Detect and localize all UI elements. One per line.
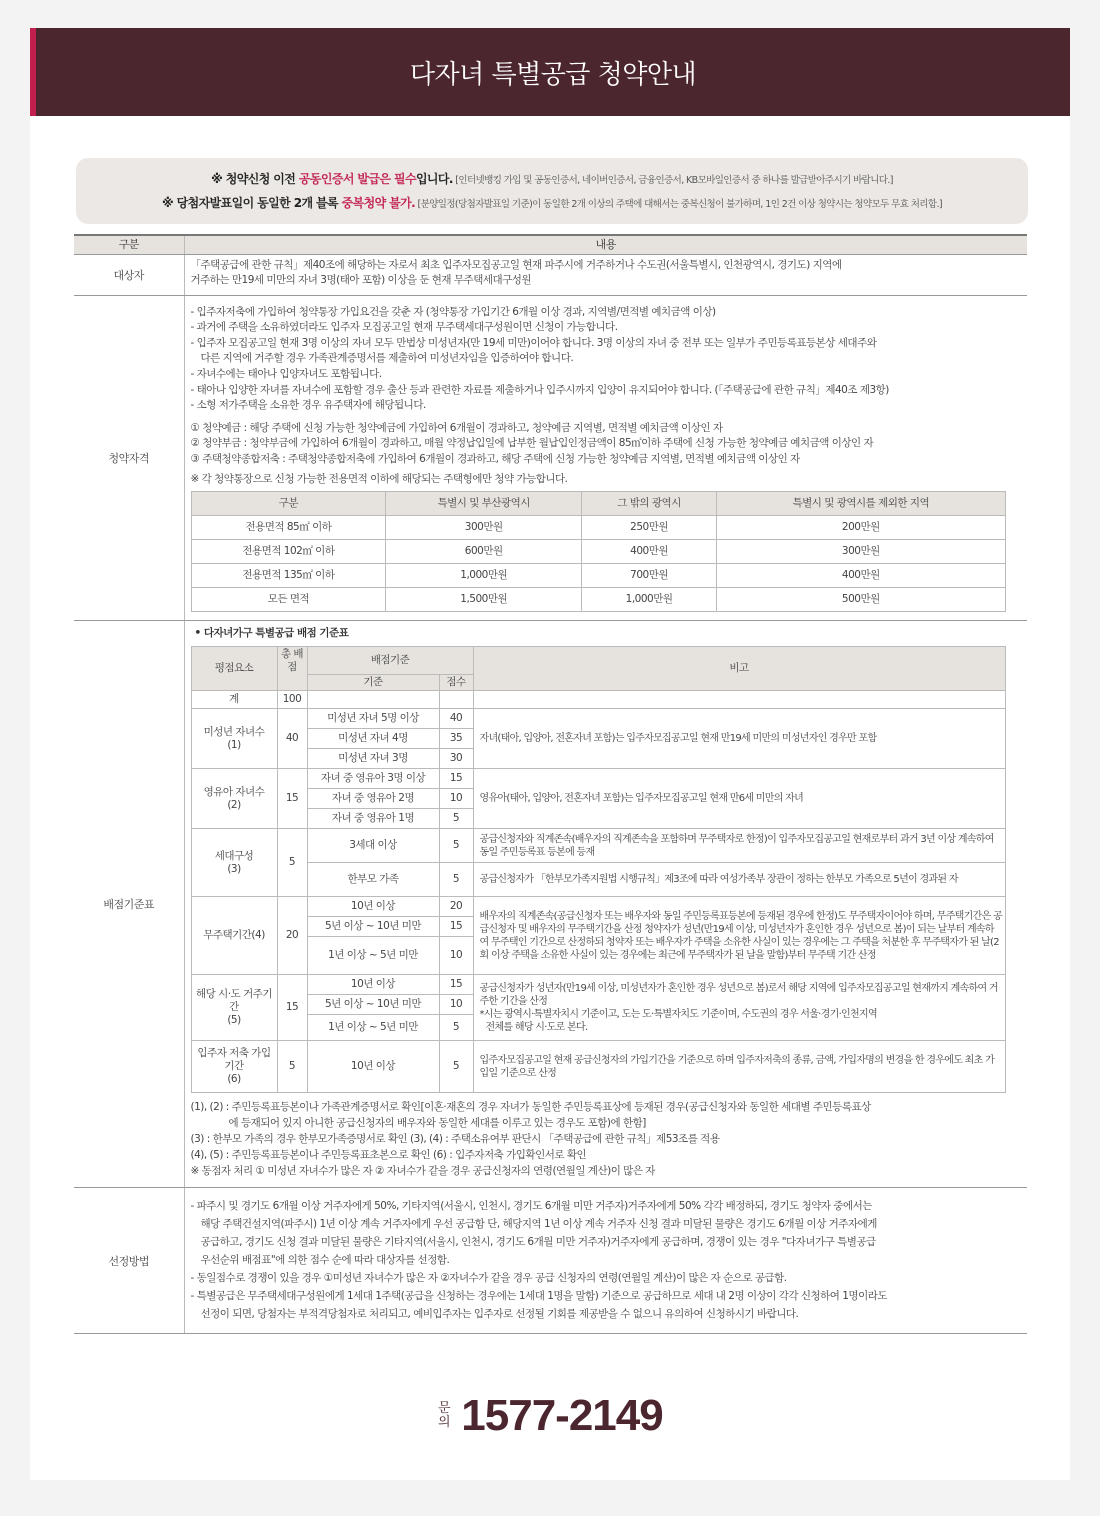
deposit-cell: 전용면적 85㎡ 이하	[191, 516, 386, 540]
score-points: 5	[439, 829, 473, 863]
score-criterion: 자녀 중 영유아 1명	[307, 809, 439, 829]
score-criterion: 한부모 가족	[307, 863, 439, 897]
deposit-cell: 300만원	[717, 540, 1005, 564]
score-criterion: 10년 이상	[307, 975, 439, 995]
target-content	[184, 254, 1027, 295]
score-note: 입주자모집공고일 현재 공급신청자의 가입기간을 기준으로 하며 입주자저축의 종류, 금액, 가입자명의 변경을 한 경우에도 최초 가입일 기준으로 산정	[473, 1041, 1005, 1093]
score-criterion: 자녀 중 영유아 3명 이상	[307, 769, 439, 789]
score-footnote: (3) : 한부모 가족의 경우 한부모가족증명서로 확인 (3), (4) : 주택소유여부 판단시 「주택공급에 관한 규칙」제53조를 적용	[190, 1133, 720, 1146]
target-line: 거주하는 만19세 미만의 자녀 3명(태아 포함) 이상을 둔 현재 무주택세대구성원	[190, 274, 532, 287]
page-sheet	[30, 28, 1070, 1480]
deposit-header: 특별시 및 광역시를 제외한 지역	[717, 492, 1005, 516]
qual-account-type: ③ 주택청약종합저축 : 주택청약종합저축에 가입하여 6개월이 경과하고, 해당 주택에 신청 가능한 청약예금 지역별, 면적별 예치금액 이상인 자	[190, 453, 800, 466]
score-sum-value: 100	[277, 691, 307, 709]
score-header-total: 총 배점	[277, 646, 307, 675]
notice-1-suffix: 입니다.	[415, 172, 453, 186]
deposit-cell: 600만원	[386, 540, 582, 564]
score-footnote: (1), (2) : 주민등록표등본이나 가족관계증명서로 확인[이혼·재혼의 경우 자녀가 동일한 주민등록표상에 등재된 경우(공급신청자와 동일한 세대별 주민등록표상	[190, 1101, 871, 1114]
notice-2-detail: [분양일정(당첨자발표일 기준)이 동일한 2개 이상의 주택에 대해서는 중복신청이 불가하며, 1인 2건 이상 청약시는 청약모두 무효 처리함.]	[415, 199, 942, 210]
score-header-element: 평점요소	[191, 646, 277, 691]
deposit-header: 특별시 및 부산광역시	[386, 492, 582, 516]
deposit-cell: 400만원	[582, 540, 717, 564]
score-points: 10	[439, 995, 473, 1015]
score-criterion: 5년 이상 ~ 10년 미만	[307, 917, 439, 937]
score-points: 40	[439, 709, 473, 729]
notice-2-highlight: 중복청약 불가.	[341, 196, 416, 210]
score-points: 5	[439, 863, 473, 897]
score-sum-label: 계	[191, 691, 277, 709]
score-points: 30	[439, 749, 473, 769]
score-note: 자녀(태아, 입양아, 전혼자녀 포함)는 입주자모집공고일 현재 만19세 미만의 미성년자인 경우만 포함	[473, 709, 1005, 769]
score-note: 공급신청자와 직계존속(배우자의 직계존속을 포함하며 무주택자로 한정)이 입주자모집공고일 현재로부터 과거 3년 이상 계속하여 동일 주민등록표 등본에 등재	[473, 829, 1005, 863]
score-header-standard: 기준	[307, 675, 439, 691]
notice-line-2	[88, 192, 1016, 216]
score-criterion: 미성년 자녀 4명	[307, 729, 439, 749]
qual-bullet: 다른 지역에 거주할 경우 가족관계증명서를 제출하여 미성년자임을 입증하여야 합니다.	[200, 352, 574, 365]
deposit-cell: 250만원	[582, 516, 717, 540]
contact-phone[interactable]: 1577-2149	[461, 1391, 663, 1440]
score-group-total: 5	[277, 1041, 307, 1093]
contact-label: 문의	[438, 1401, 451, 1430]
method-line: 공급하고, 경기도 신청 결과 미달된 물량은 기타지역(서울시, 인천시, 경기도 6개월 미만 거주자)거주자에게 공급하며, 경쟁이 있는 경우 "다자녀가구 특별공급	[200, 1236, 876, 1249]
score-note: 공급신청자가 「한부모가족지원법 시행규칙」제3조에 따라 여성가족부 장관이 정하는 한부모 가족으로 5년이 경과된 자	[473, 863, 1005, 897]
score-group-total: 15	[277, 769, 307, 829]
deposit-cell: 1,500만원	[386, 588, 582, 612]
score-footnote: 에 등재되어 있지 아니한 공급신청자의 배우자와 동일한 세대를 이루고 있는 경우도 포함)에 한함]	[228, 1117, 646, 1130]
header-content: 내용	[184, 235, 1027, 254]
deposit-cell: 500만원	[717, 588, 1005, 612]
score-criterion: 1년 이상 ~ 5년 미만	[307, 937, 439, 975]
qual-bullet: - 입주자저축에 가입하여 청약통장 가입요건을 갖춘 자 (청약통장 가입기간 6개월 이상 경과, 지역별/면적별 예치금액 이상)	[190, 305, 716, 318]
qual-bullet: - 소형 저가주택을 소유한 경우 유주택자에 해당됩니다.	[190, 399, 426, 412]
score-footnote: (4), (5) : 주민등록표등본이나 주민등록표초본으로 확인 (6) : 입주자저축 가입확인서로 확인	[190, 1149, 587, 1162]
qual-bullet: - 태아나 입양한 자녀를 자녀수에 포함할 경우 출산 등과 관련한 자료를 제출하거나 입주시까지 입양이 유지되어야 합니다. (「주택공급에 관한 규칙」제40조 제3항)	[190, 383, 889, 396]
score-points: 5	[439, 1015, 473, 1041]
label-qualification: 청약자격	[74, 295, 184, 621]
score-note: 공급신청자가 성년자(만19세 이상, 미성년자가 혼인한 경우 성년으로 봄)로서 해당 지역에 입주자모집공고일 현재까지 계속하여 거주한 기간을 산정 *시는 광역시·특별자치시 기준이고, 도는 도·특별자치도 기준이며, 수도권의 경우 서울·경기·인천지역 전체를 해당 시·도로 본다.	[473, 975, 1005, 1041]
score-subheading: • 다자녀가구 특별공급 배점 기준표	[194, 627, 349, 640]
score-criterion: 미성년 자녀 5명 이상	[307, 709, 439, 729]
qual-note: ※ 각 청약통장으로 신청 가능한 전용면적 이하에 해당되는 주택형에만 청약 가능합니다.	[190, 472, 568, 485]
score-group-homeless-period: 무주택기간(4)	[191, 897, 277, 975]
method-line: - 동일점수로 경쟁이 있을 경우 ①미성년 자녀수가 많은 자 ②자녀수가 같을 경우 공급 신청자의 연령(연월일 계산)이 많은 자 순으로 공급함.	[190, 1272, 787, 1285]
score-group-household: 세대구성 (3)	[191, 829, 277, 897]
score-criterion: 5년 이상 ~ 10년 미만	[307, 995, 439, 1015]
qualification-content	[184, 295, 1027, 621]
score-points: 5	[439, 1041, 473, 1093]
score-group-total: 40	[277, 709, 307, 769]
label-method: 선정방법	[74, 1188, 184, 1334]
score-content	[184, 621, 1027, 1188]
method-line: 우선순위 배점표"에 의한 점수 순에 따라 대상자를 선정함.	[200, 1254, 450, 1267]
notice-line-1	[88, 168, 1016, 192]
score-criterion: 1년 이상 ~ 5년 미만	[307, 1015, 439, 1041]
title-bar	[30, 28, 1070, 116]
score-points: 5	[439, 809, 473, 829]
method-line: 선정이 되면, 당첨자는 부적격당첨자로 처리되고, 예비입주자는 입주자로 선정될 기회를 제공받을 수 없으니 유의하여 신청하시기 바랍니다.	[200, 1308, 799, 1321]
score-group-total: 5	[277, 829, 307, 897]
method-line: - 파주시 및 경기도 6개월 이상 거주자에게 50%, 기타지역(서울시, 인천시, 경기도 6개월 미만 거주자)거주자에게 50% 각각 배정하되, 경기도 청약자 중에서는	[190, 1200, 872, 1213]
score-points: 15	[439, 917, 473, 937]
qual-bullet: - 입주자 모집공고일 현재 3명 이상의 자녀 모두 만법상 미성년자(만 19세 미만)이어야 합니다. 3명 이상의 자녀 중 전부 또는 일부가 주민등록표등본상 세대주와	[190, 336, 877, 349]
score-note: 영유아(태아, 입양아, 전혼자녀 포함)는 입주자모집공고일 현재 만6세 미만의 자녀	[473, 769, 1005, 829]
score-header-note: 비고	[473, 646, 1005, 691]
deposit-header: 구분	[191, 492, 386, 516]
score-group-savings-period: 입주자 저축 가입기간 (6)	[191, 1041, 277, 1093]
row-qualification	[74, 295, 1027, 621]
score-points: 15	[439, 769, 473, 789]
deposit-cell: 700만원	[582, 564, 717, 588]
deposit-cell: 300만원	[386, 516, 582, 540]
deposit-table	[191, 491, 1006, 612]
deposit-cell: 전용면적 102㎡ 이하	[191, 540, 386, 564]
deposit-row	[191, 588, 1005, 612]
deposit-cell: 전용면적 135㎡ 이하	[191, 564, 386, 588]
qual-bullet: - 자녀수에는 태아나 입양자녀도 포함됩니다.	[190, 368, 382, 381]
score-criterion: 3세대 이상	[307, 829, 439, 863]
qual-account-type: ① 청약예금 : 해당 주택에 신청 가능한 청약예금에 가입하여 6개월이 경과하고, 청약예금 지역별, 면적별 예치금액 이상인 자	[190, 421, 723, 434]
notice-2-prefix: ※ 당첨자발표일이 동일한 2개 블록	[161, 196, 342, 210]
score-criterion: 미성년 자녀 3명	[307, 749, 439, 769]
info-table	[74, 234, 1027, 1334]
header-category: 구분	[74, 235, 184, 254]
score-points: 15	[439, 975, 473, 995]
score-points: 20	[439, 897, 473, 917]
score-group-infant-children: 영유아 자녀수 (2)	[191, 769, 277, 829]
method-line: 해당 주택건설지역(파주시) 1년 이상 계속 거주자에게 우선 공급함 단, 해당지역 1년 이상 계속 거주자 신청 결과 미달된 물량은 경기도 6개월 이상 거주자에게	[200, 1218, 877, 1231]
label-target: 대상자	[74, 254, 184, 295]
notice-box	[76, 158, 1028, 224]
score-criterion: 10년 이상	[307, 1041, 439, 1093]
score-group-residence-period: 해당 시·도 거주기간 (5)	[191, 975, 277, 1041]
deposit-row	[191, 516, 1005, 540]
score-points: 10	[439, 789, 473, 809]
score-criterion: 자녀 중 영유아 2명	[307, 789, 439, 809]
qual-account-type: ② 청약부금 : 청약부금에 가입하여 6개월이 경과하고, 매월 약정납입일에 납부한 월납입인정금액이 85㎡이하 주택에 신청 가능한 청약예금 예치금액 이상인 자	[190, 437, 874, 450]
deposit-cell: 1,000만원	[582, 588, 717, 612]
method-content	[184, 1188, 1027, 1334]
notice-1-prefix: ※ 청약신청 이전	[211, 172, 299, 186]
notice-1-highlight: 공동인증서 발급은 필수	[298, 172, 416, 186]
score-group-total: 15	[277, 975, 307, 1041]
row-target	[74, 254, 1027, 295]
row-score-criteria	[74, 621, 1027, 1188]
deposit-row	[191, 564, 1005, 588]
score-group-minor-children: 미성년 자녀수 (1)	[191, 709, 277, 769]
score-footnote: ※ 동점자 처리 ① 미성년 자녀수가 많은 자 ② 자녀수가 같을 경우 공급신청자의 연령(연월일 계산)이 많은 자	[190, 1165, 655, 1178]
score-sum-row	[191, 691, 1005, 709]
score-footnotes	[191, 1099, 1022, 1179]
label-score: 배점기준표	[74, 621, 184, 1188]
score-table	[191, 646, 1006, 1094]
deposit-cell: 200만원	[717, 516, 1005, 540]
target-line: 「주택공급에 관한 규칙」제40조에 해당하는 자로서 최초 입주자모집공고일 현재 파주시에 거주하거나 수도권(서울특별시, 인천광역시, 경기도) 지역에	[190, 258, 842, 271]
method-line: - 특별공급은 무주택세대구성원에게 1세대 1주택(공급을 신청하는 경우에는 1세대 1명을 말함) 기준으로 공급하므로 세대 내 2명 이상이 각각 신청하여 1명이라도	[190, 1290, 888, 1303]
deposit-cell: 모든 면적	[191, 588, 386, 612]
score-criterion: 10년 이상	[307, 897, 439, 917]
page-title: 다자녀 특별공급 청약안내	[409, 59, 697, 90]
score-header-points: 점수	[439, 675, 473, 691]
deposit-cell: 400만원	[717, 564, 1005, 588]
score-header-criteria: 배점기준	[307, 646, 473, 675]
score-points: 10	[439, 937, 473, 975]
score-points: 35	[439, 729, 473, 749]
score-group-total: 20	[277, 897, 307, 975]
deposit-row	[191, 540, 1005, 564]
contact-footer	[30, 1386, 1070, 1446]
row-selection-method	[74, 1188, 1027, 1334]
deposit-header: 그 밖의 광역시	[582, 492, 717, 516]
deposit-cell: 1,000만원	[386, 564, 582, 588]
qual-bullet: - 과거에 주택을 소유하였더라도 입주자 모집공고일 현재 무주택세대구성원이면 신청이 가능합니다.	[190, 321, 618, 334]
notice-1-detail: [인터넷뱅킹 가입 및 공동인증서, 네이버인증서, 금융인증서, KB모바일인증서 중 하나를 발급받아주시기 바랍니다.]	[452, 175, 893, 186]
score-note: 배우자의 직계존속(공급신청자 또는 배우자와 동일 주민등록표등본에 등재된 경우에 한정)도 무주택자이어야 하며, 무주택기간은 공급신청자 및 배우자의 무주택기간을 산정 청약자가 성년(만19세 이상, 미성년자가 혼인한 경우 성년으로 봄)이 되는 날부터 계속하여 무주택인 기간으로 산정하되 청약자 또는 배우자가 주택을 소유한 사실이 있는 경우에는 그 주택을 처분한 후 무주택자가 된 날(2회 이상 주택을 소유한 사실이 있는 경우에는 최근에 무주택자가 된 날을 말함)부터 무주택 기간 산정	[473, 897, 1005, 975]
